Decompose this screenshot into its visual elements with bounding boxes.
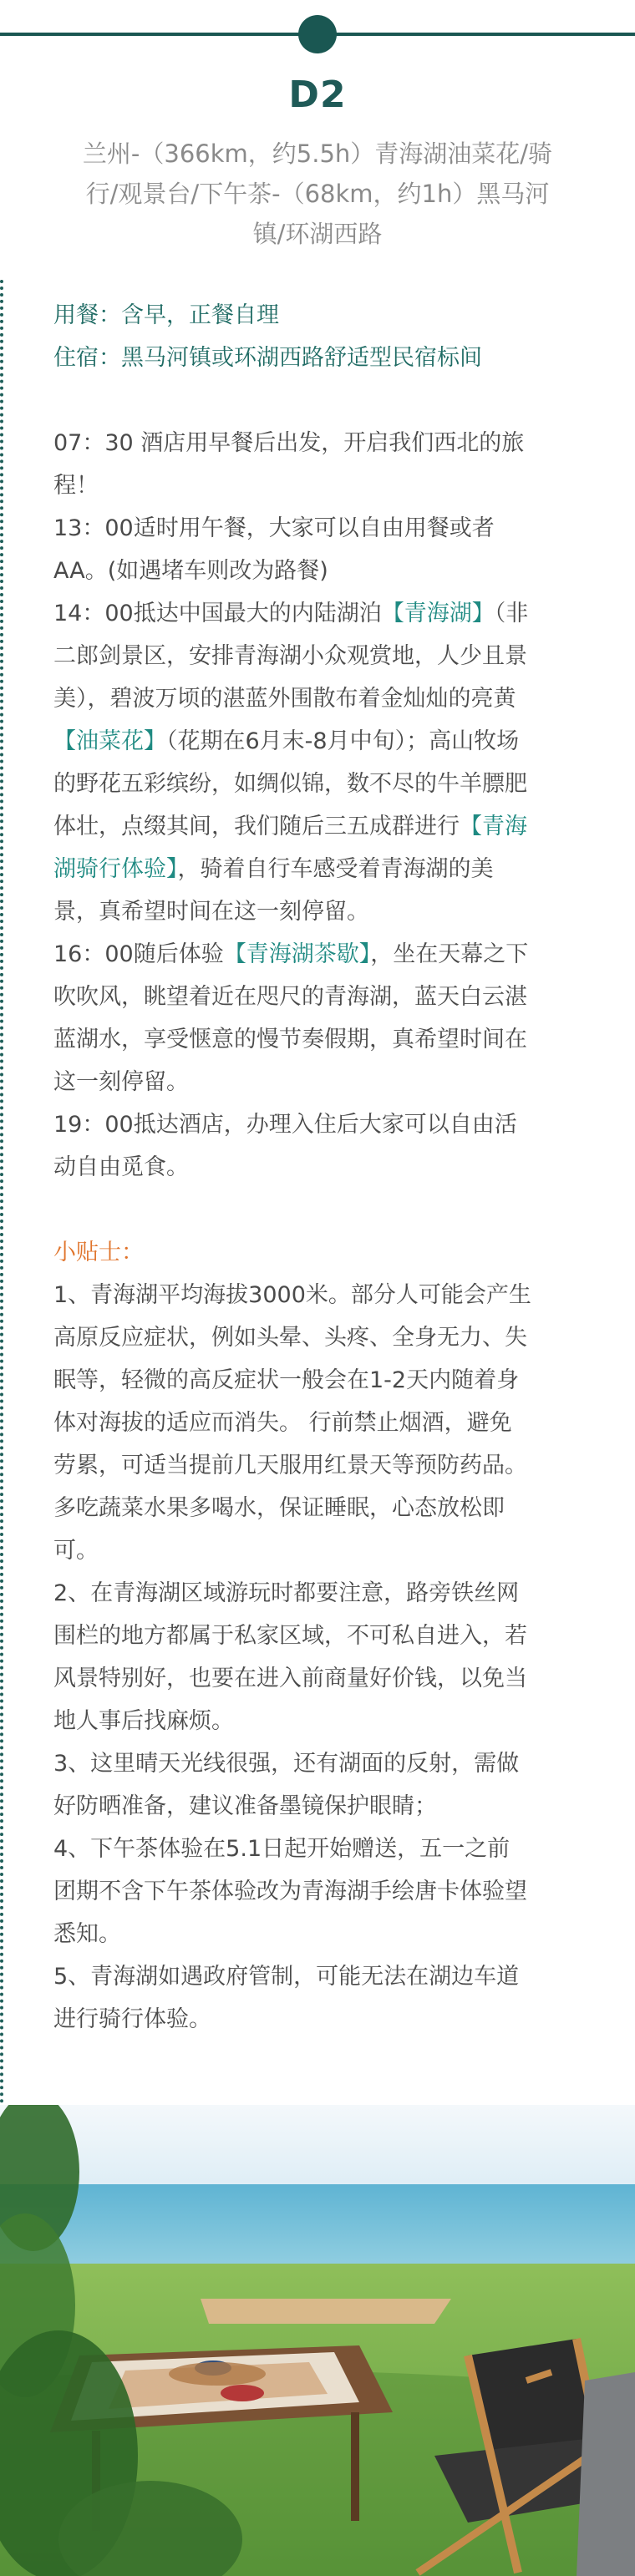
itinerary-line: 07：30 酒店用早餐后出发，开启我们西北的旅 [53, 430, 525, 456]
spacer [53, 1189, 585, 1231]
header-dot-icon [298, 15, 337, 53]
tip-line: 进行骑行体验。 [53, 2006, 211, 2032]
tea-cup-red [221, 2385, 264, 2401]
day-content [53, 294, 585, 2041]
itinerary-text: （非 [494, 601, 529, 626]
highlight-qinghai-lake: 【青海湖】 [381, 601, 495, 626]
tip-line: 3、这里晴天光线很强，还有湖面的反射，需做 [53, 1751, 520, 1777]
tip-line: 风景特别好，也要在进入前商量好价钱，以免当 [53, 1666, 527, 1691]
itinerary-line: 美），碧波万顷的湛蓝外围散布着金灿灿的亮黄 [53, 686, 516, 712]
route-line: 兰州-（366km，约5.5h）青海湖油菜花/骑 [82, 139, 553, 168]
tip-line: 围栏的地方都属于私家区域，不可私自进入，若 [53, 1623, 527, 1649]
tip-line: 2、在青海湖区域游玩时都要注意，路旁铁丝网 [53, 1580, 520, 1606]
tip-line: 可。 [53, 1538, 99, 1564]
itinerary-line: 13：00适时用午餐，大家可以自由用餐或者 [53, 515, 495, 541]
wooden-platform [201, 2299, 451, 2324]
highlight-tea-break: 【青海湖茶歇】 [223, 941, 371, 967]
itinerary-text: ，坐在天幕之下 [370, 941, 529, 967]
itinerary-line: 吹吹风，眺望着近在咫尺的青海湖，蓝天白云湛 [53, 984, 527, 1010]
itinerary-line: 的野花五彩缤纷，如绸似锦，数不尽的牛羊膘肥 [53, 771, 527, 797]
itinerary-text: ，骑着自行车感受着青海湖的美 [177, 856, 494, 882]
tea-tray [169, 2362, 266, 2386]
route-line: 行/观景台/下午茶-（68km，约1h）黑马河 [85, 180, 550, 208]
tip-line: 高原反应症状，例如头晕、头疼、全身无力、失 [53, 1325, 527, 1351]
tip-line: 多吃蔬菜水果多喝水，保证睡眠，心态放松即 [53, 1495, 505, 1521]
itinerary-line: 二郎剑景区，安排青海湖小众观赏地，人少且景 [53, 643, 527, 669]
itinerary-line: 程！ [53, 473, 99, 499]
table-leg [351, 2412, 359, 2521]
itinerary-line [53, 720, 585, 763]
itinerary-line [53, 848, 585, 890]
qinghai-lake-tea-photo [0, 2105, 635, 2576]
itinerary-text: 16：00随后体验 [53, 941, 224, 967]
itinerary-line [53, 933, 585, 976]
tip-line: 好防晒准备，建议准备墨镜保护眼睛； [53, 1793, 437, 1819]
spacer [53, 379, 585, 422]
itinerary-line: 蓝湖水，享受惬意的慢节奏假期，真希望时间在 [53, 1027, 527, 1052]
lake-scene-illustration [0, 2105, 635, 2576]
tip-line: 劳累，可适当提前几天服用红景天等预防药品。 [53, 1453, 527, 1478]
tip-line: 体对海拔的适应而消失。 行前禁止烟酒，避免 [53, 1410, 512, 1436]
itinerary [53, 422, 585, 1189]
itinerary-text: 14：00抵达中国最大的内陆湖泊 [53, 601, 382, 626]
itinerary-line: 景，真希望时间在这一刻停留。 [53, 899, 369, 925]
tips-list [53, 1274, 585, 2041]
dotted-timeline-rail [0, 280, 3, 2105]
sky [0, 2105, 635, 2184]
highlight-cycling-end: 湖骑行体验】 [53, 856, 178, 882]
tip-line: 团期不含下午茶体验改为青海湖手绘唐卡体验望 [53, 1879, 527, 1904]
meals-info: 用餐：含早，正餐自理 [53, 302, 279, 328]
tip-line: 5、青海湖如遇政府管制，可能无法在湖边车道 [53, 1964, 520, 1990]
lodging-info: 住宿：黑马河镇或环湖西路舒适型民宿标间 [53, 345, 482, 371]
route-line: 镇/环湖西路 [252, 220, 383, 248]
itinerary-line: 19：00抵达酒店，办理入住后大家可以自由活 [53, 1112, 517, 1138]
highlight-cycling-start: 【青海 [460, 814, 527, 839]
tip-line: 1、青海湖平均海拔3000米。部分人可能会产生 [53, 1282, 531, 1308]
lake-water [0, 2184, 635, 2264]
itinerary-line: AA。(如遇堵车则改为路餐) [53, 558, 328, 584]
tip-line: 4、下午茶体验在5.1日起开始赠送，五一之前 [53, 1836, 511, 1862]
tip-line: 地人事后找麻烦。 [53, 1708, 234, 1734]
route-summary [33, 134, 602, 254]
tips-title: 小贴士： [53, 1240, 144, 1265]
itinerary-line [53, 592, 585, 635]
tip-line: 眠等，轻微的高反症状一般会在1-2天内随着身 [53, 1367, 520, 1393]
tip-line: 悉知。 [53, 1921, 121, 1947]
itinerary-line: 动自由觅食。 [53, 1154, 189, 1180]
day-title: D2 [288, 74, 347, 116]
stone-ledge [577, 2372, 635, 2576]
itinerary-line [53, 805, 585, 848]
highlight-rapeseed-flowers: 【油菜花】 [53, 728, 166, 754]
itinerary-text: 体壮，点缀其间，我们随后三五成群进行 [53, 814, 460, 839]
itinerary-line: 这一刻停留。 [53, 1069, 189, 1095]
itinerary-text: （花期在6月末-8月中旬）；高山牧场 [166, 728, 520, 754]
